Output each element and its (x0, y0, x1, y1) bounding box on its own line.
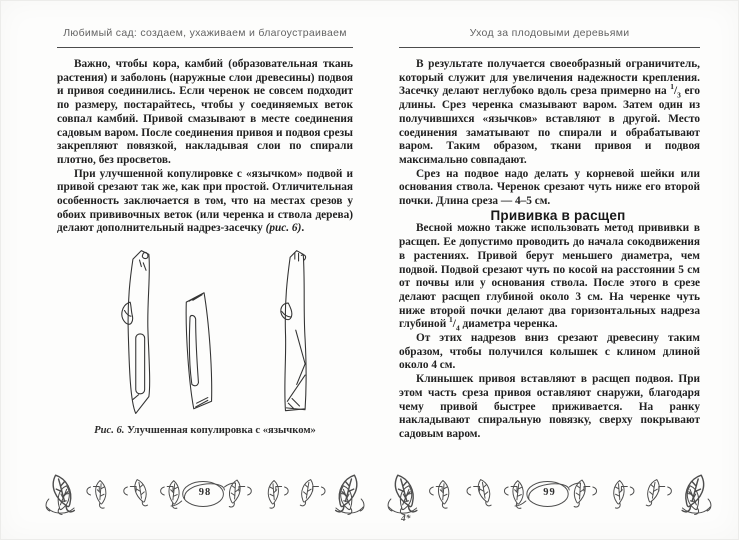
footer-ornament-right (385, 470, 714, 518)
paragraph: При улучшенной копулировке с «язычком» подвой и привой срезают так же, как при простой. Отличительная особенность заключается в том, что на местах срезов у обоих прививочных веток (или черенка и ствола дерева) делают дополнительный надрез-засечку (рис. 6). (57, 167, 353, 235)
paragraph: Клинышек привоя вставляют в расщеп подвоя. При этом часть среза привоя оставляют снаружи, благодаря чему привой быстрее приживается. На ранку накладывают спиральную повязку, сверху покрывают садовым варом. (399, 373, 700, 440)
header-rule (399, 47, 700, 48)
paragraph: В результате получается своеобразный ограничитель, который служит для увеличения надежности крепления. Засечку делают неглубоко вдоль среза примерно на $^1/_3$ его длины. Срез черенка смазывают варом. Затем один из получившихся «язычков» вставляют в другой. Место соединения заматывают по спирали и обрабатывают варом. Таким образом, ткани привоя и подвоя максимально совпадают. (399, 58, 700, 166)
paragraph: Весной можно также использовать метод прививки в расщеп. Ее допустимо проводить до начала сокодвижения в растениях. Привой берут меньшего диаметра, чем подвой. Подвой срезают чуть по косой на расстоянии 5 см от почвы или у основания ствола. После этого в срезе делают расщеп глубиной около 3 см. На черенке чуть ниже второй почки делают два горизонтальных надреза глубиной $^1/_4$ диаметра черенка. (399, 222, 700, 333)
twig-scion-with-tongue (122, 251, 150, 414)
header-rule (57, 47, 353, 48)
page-number-right: 99 (543, 487, 556, 498)
signature-mark: 4* (401, 514, 411, 524)
left-paragraphs (57, 58, 353, 236)
twig-cutting-with-tongue (186, 293, 212, 409)
paragraph: От этих надрезов вниз срезают древесину таким образом, чтобы получился колышек с клином длиной около 4 см. (399, 332, 700, 372)
paragraph: Важно, чтобы кора, камбий (образовательная ткань растения) и заболонь (наружные слои древесины) подвоя и привоя соединились. Если черенок не совсем подходит по размеру, постарайтесь, чтобы у соединяемых веток совпал камбий. Привой смазывают в месте соединения садовым варом. После соединения привоя и подвоя срезы закрепляют повязкой, накладывая слои по спирали плотно, без просветов. (57, 58, 353, 166)
paragraph: Срез на подвое надо делать у корневой шейки или основания ствола. Черенок срезают чуть ниже его второй почки. Длина среза — 4–5 см. (399, 167, 700, 208)
right-paragraphs-bottom (399, 222, 700, 441)
left-page (57, 0, 353, 540)
right-body-text (399, 58, 700, 442)
right-paragraphs-top (399, 58, 700, 209)
figure-grafting-twigs (74, 242, 336, 424)
left-body-text (57, 58, 353, 438)
section-heading: Прививка в расщеп (490, 207, 626, 223)
figure-caption: Рис. 6. Улучшенная копулировка с «язычком» (94, 425, 316, 437)
running-head-left: Любимый сад: создаем, ухаживаем и благоустраиваем (63, 27, 347, 39)
right-page (399, 0, 700, 540)
footer-ornament-left (43, 470, 367, 518)
running-head-right: Уход за плодовыми деревьями (469, 27, 630, 39)
page-number-left: 98 (198, 487, 212, 498)
twig-joined-graft (281, 251, 306, 411)
